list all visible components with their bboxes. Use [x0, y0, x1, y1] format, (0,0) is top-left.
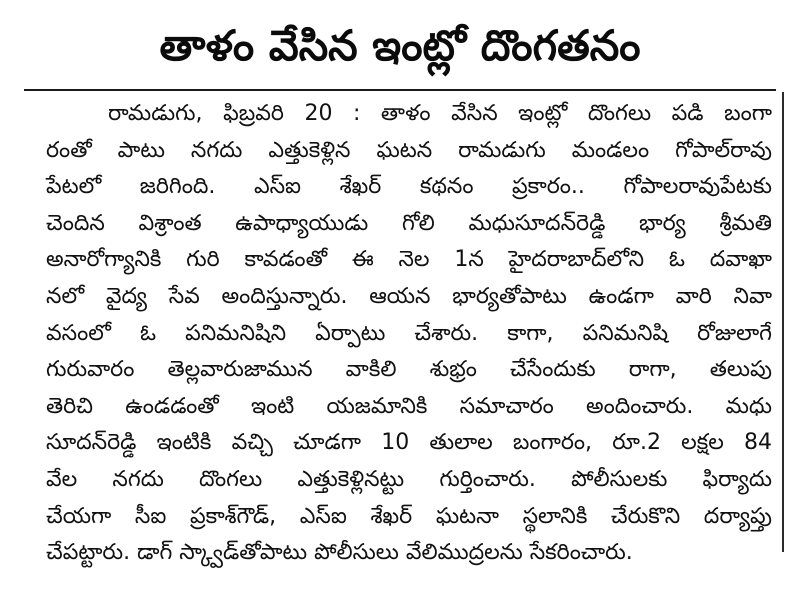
body-line: చేయగా సీఐ ప్రకాశ్‌గౌడ్, ఎస్ఐ శేఖర్ ఘటనా స్థలానికి చేరుకొని దర్యాప్తు	[46, 503, 772, 529]
body-line: అనారోగ్యానికి గురి కావడంతో ఈ నెల 1న హైదరాబాద్‌లోని ఓ దవాఖా	[46, 247, 772, 273]
body-line: రామడుగు, ఫిబ్రవరి 20 : తాళం వేసిన ఇంట్లో దొంగలు పడి బంగా	[108, 101, 772, 126]
body-line: వేల నగదు దొంగలు ఎత్తుకెళ్లినట్టు గుర్తించారు. పోలీసులకు ఫిర్యాదు	[46, 466, 772, 492]
column-rule	[782, 92, 784, 552]
body-line: చేపట్టారు. డాగ్ స్క్వాడ్‌తోపాటు పోలీసులు వేలిముద్రలను సేకరించారు.	[46, 540, 633, 566]
body-line: చెందిన విశ్రాంత ఉపాధ్యాయుడు గోలి మధుసూదన్‌రెడ్డి భార్య శ్రీమతి	[46, 210, 772, 236]
article-body	[46, 96, 772, 572]
body-line: నలో వైద్య సేవ అందిస్తున్నారు. ఆయన భార్యతోపాటు ఉండగా వారి నివా	[46, 283, 772, 309]
body-line: రంతో పాటు నగదు ఎత్తుకెళ్లిన ఘటన రామడుగు మండలం గోపాల్‌రావు	[46, 137, 772, 163]
article-headline: తాళం వేసిన ఇంట్లో దొంగతనం	[159, 21, 641, 70]
body-line: గురువారం తెల్లవారుజామున వాకిలి శుభ్రం చేసేందుకు రాగా, తలుపు	[46, 357, 772, 383]
headline-divider	[24, 89, 776, 91]
body-line: వసంలో ఓ పనిమనిషిని ఏర్పాటు చేశారు. కాగా, పనిమనిషి రోజులాగే	[46, 320, 772, 346]
body-line: తెరిచి ఉండడంతో ఇంటి యజమానికి సమాచారం అందించారు. మధు	[46, 393, 772, 419]
body-line: సూదన్‌రెడ్డి ఇంటికి వచ్చి చూడగా 10 తులాల బంగారం, రూ.2 లక్షల 84	[46, 430, 772, 456]
body-line: పేటలో జరిగింది. ఎస్ఐ శేఖర్ కథనం ప్రకారం.. గోపాలరావుపేటకు	[46, 174, 772, 200]
